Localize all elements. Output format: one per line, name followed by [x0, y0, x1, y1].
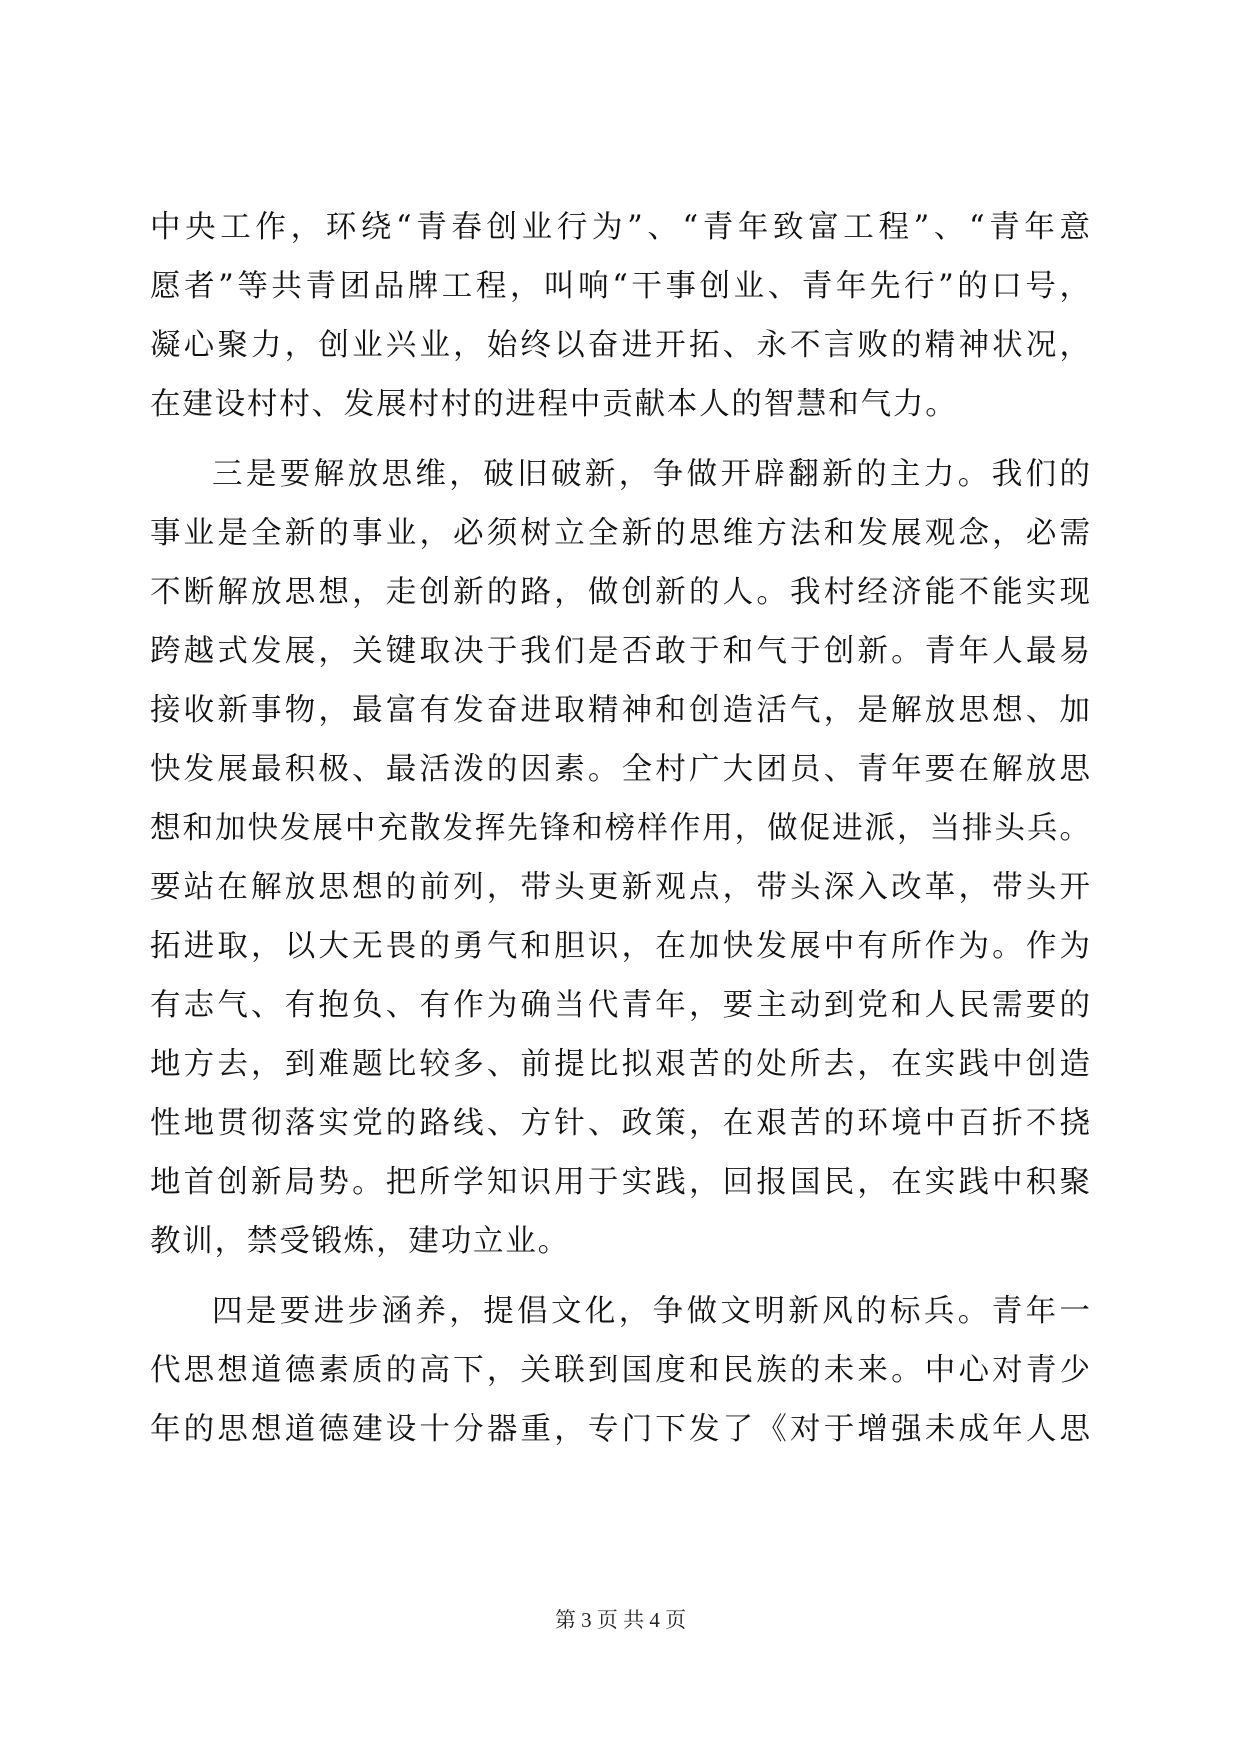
text-line: 不断解放思想，走创新的路，做创新的人。我村经济能不能实现 — [150, 575, 1090, 610]
text-line: 跨越式发展，关键取决于我们是否敢于和气于创新。青年人最易 — [150, 634, 1090, 669]
page-footer: 第 3 页 共 4 页 — [554, 1608, 687, 1632]
text-line: 地首创新局势。把所学知识用于实践，回报国民，在实践中积聚 — [150, 1165, 1090, 1200]
text-line: 快发展最积极、最活泼的因素。全村广大团员、青年要在解放思 — [150, 752, 1090, 787]
text-line: 年的思想道德建设十分器重，专门下发了《对于增强未成年人思 — [150, 1412, 1090, 1447]
text-line: 地方去，到难题比较多、前提比拟艰苦的处所去，在实践中创造 — [150, 1047, 1090, 1082]
text-line: 拓进取，以大无畏的勇气和胆识，在加快发展中有所作为。作为 — [150, 929, 1090, 964]
text-line: 凝心聚力，创业兴业，始终以奋进开拓、永不言败的精神状况， — [150, 328, 1090, 363]
text-line: 性地贯彻落实党的路线、方针、政策，在艰苦的环境中百折不挠 — [150, 1106, 1090, 1141]
text-line: 要站在解放思想的前列，带头更新观点，带头深入改革，带头开 — [150, 870, 1090, 905]
text-line: 接收新事物，最富有发奋进取精神和创造活气，是解放思想、加 — [150, 693, 1090, 728]
text-line: 教训，禁受锻炼，建功立业。 — [150, 1224, 570, 1259]
paragraph-start-line: 三是要解放思维，破旧破新，争做开辟翻新的主力。我们的 — [212, 457, 1090, 492]
text-line: 代思想道德素质的高下，关联到国度和民族的未来。中心对青少 — [150, 1353, 1090, 1388]
text-line: 愿者”等共青团品牌工程，叫响“干事创业、青年先行”的口号， — [150, 269, 1090, 304]
text-line: 想和加快发展中充散发挥先锋和榜样作用，做促进派，当排头兵。 — [150, 811, 1090, 846]
text-line: 中央工作，环绕“青春创业行为”、“青年致富工程”、“青年意 — [150, 210, 1090, 245]
text-line: 在建设村村、发展村村的进程中贡献本人的智慧和气力。 — [150, 387, 958, 422]
text-line: 事业是全新的事业，必须树立全新的思维方法和发展观念，必需 — [150, 516, 1090, 551]
text-line: 有志气、有抱负、有作为确当代青年，要主动到党和人民需要的 — [150, 988, 1090, 1023]
paragraph-start-line: 四是要进步涵养，提倡文化，争做文明新风的标兵。青年一 — [212, 1294, 1090, 1329]
